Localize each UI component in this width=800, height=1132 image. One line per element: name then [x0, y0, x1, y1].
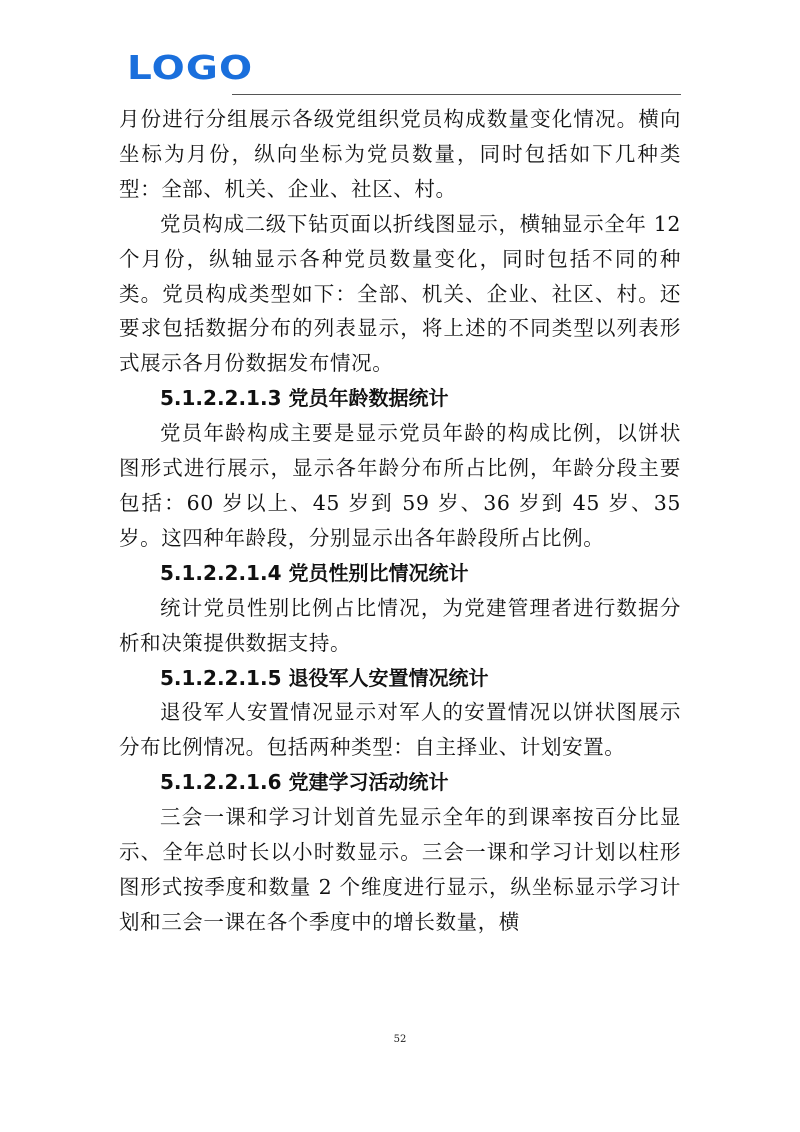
section-heading-veteran-placement: 5.1.2.2.1.5 退役军人安置情况统计	[160, 665, 489, 690]
paragraph-gender-ratio: 统计党员性别比例占比情况，为党建管理者进行数据分析和决策提供数据支持。	[119, 595, 681, 655]
logo: LOGO	[127, 48, 254, 87]
header-divider	[232, 94, 681, 95]
document-body	[119, 102, 681, 940]
paragraph-study-activities: 三会一课和学习计划首先显示全年的到课率按百分比显示、全年总时长以小时数显示。三会一课和学习计划以柱形图形式按季度和数量 2 个维度进行显示，纵坐标显示学习计划和三会一课在各个季度中的增长数量，横	[119, 805, 681, 934]
section-heading-age-statistics: 5.1.2.2.1.3 党员年龄数据统计	[160, 386, 449, 411]
page-number: 52	[393, 1034, 407, 1045]
paragraph-drilldown-line-chart: 党员构成二级下钻页面以折线图显示，横轴显示全年 12 个月份，纵轴显示各种党员数量变化，同时包括不同的种类。党员构成类型如下：全部、机关、企业、社区、村。还要求包括数据分布的列表显示，将上述的不同类型以列表形式展示各月份数据发布情况。	[119, 211, 681, 376]
paragraph-member-composition-continued: 月份进行分组展示各级党组织党员构成数量变化情况。横向坐标为月份，纵向坐标为党员数量，同时包括如下几种类型：全部、机关、企业、社区、村。	[119, 107, 681, 201]
paragraph-age-composition: 党员年龄构成主要是显示党员年龄的构成比例，以饼状图形式进行展示，显示各年龄分布所占比例，年龄分段主要包括：60 岁以上、45 岁到 59 岁、36 岁到 45 岁、35 岁。这四种年龄段，分别显示出各年龄段所占比例。	[119, 421, 681, 550]
section-heading-study-activities: 5.1.2.2.1.6 党建学习活动统计	[160, 770, 449, 795]
section-heading-gender-statistics: 5.1.2.2.1.4 党员性别比情况统计	[160, 560, 469, 585]
paragraph-veteran-placement: 退役军人安置情况显示对军人的安置情况以饼状图展示分布比例情况。包括两种类型：自主择业、计划安置。	[119, 700, 681, 760]
